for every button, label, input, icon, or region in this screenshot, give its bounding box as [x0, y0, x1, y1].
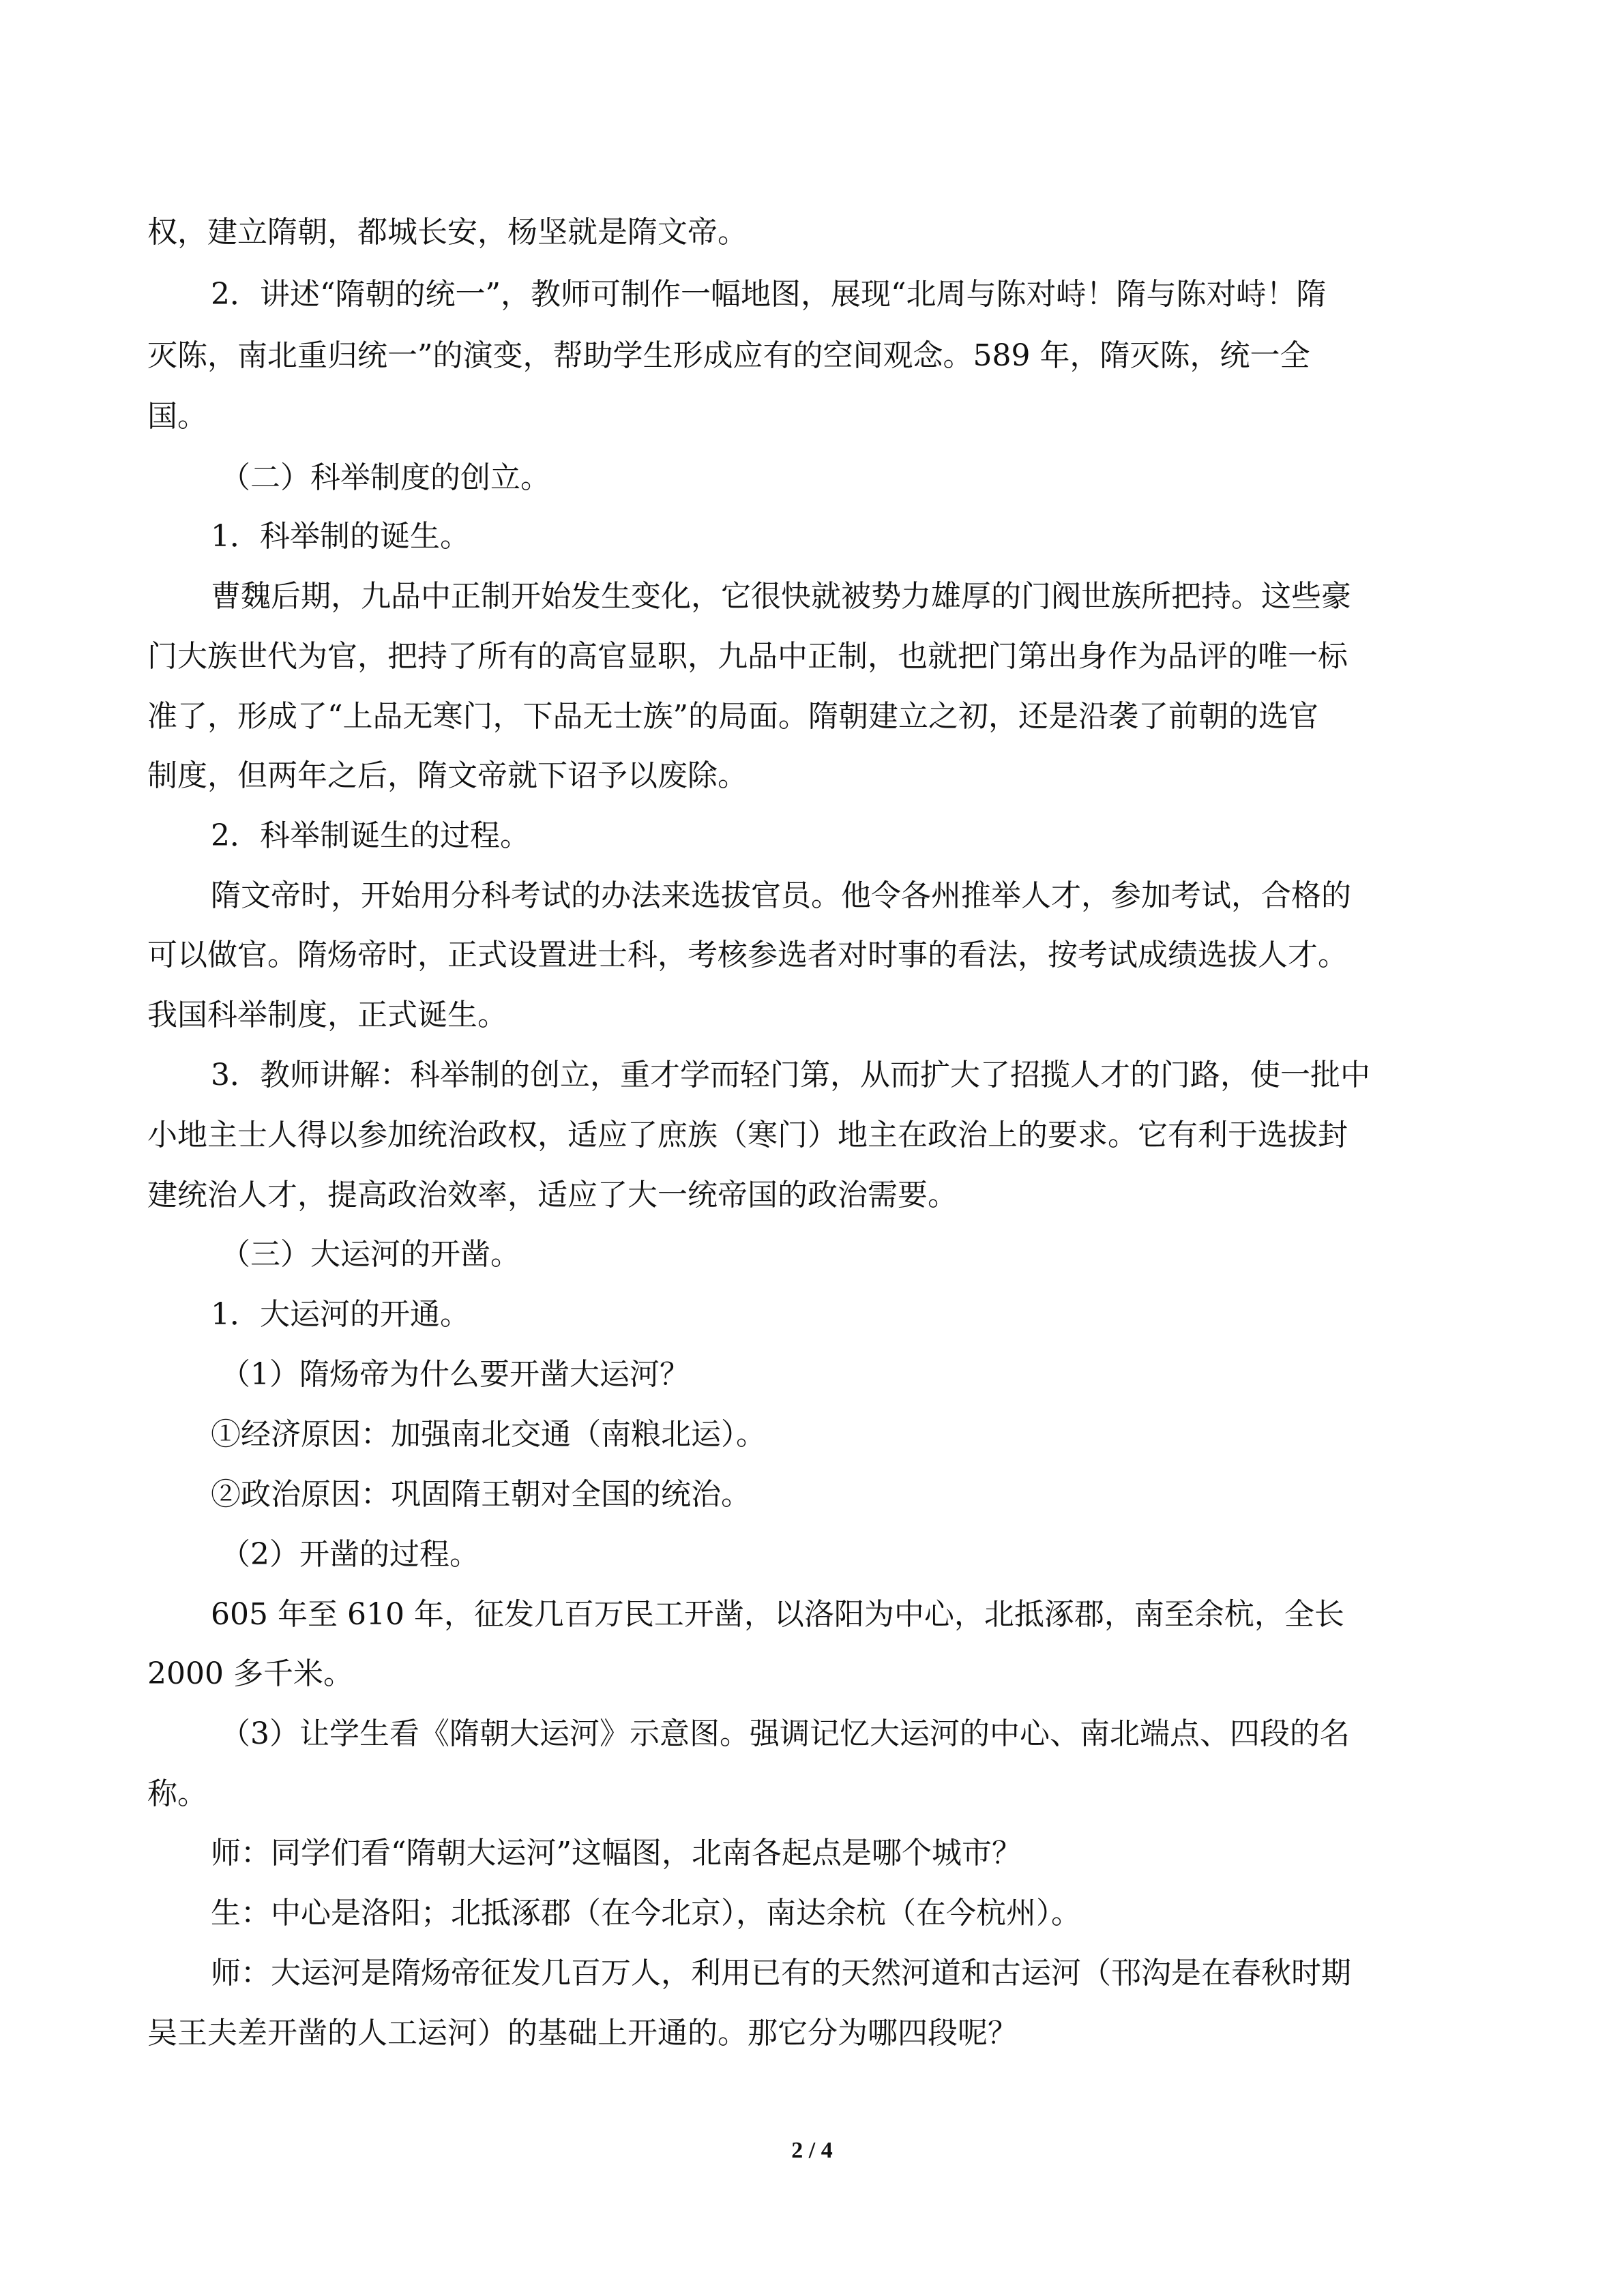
dialogue-line: 生：中心是洛阳；北抵涿郡（在今北京），南达余杭（在今杭州）。	[211, 1896, 1081, 1930]
text-line: 605 年至 610 年，征发几百万民工开凿，以洛阳为中心，北抵涿郡，南至余杭，全长	[211, 1597, 1344, 1632]
text-line: 曹魏后期，九品中正制开始发生变化，它很快就被势力雄厚的门阀世族所把持。这些豪	[211, 579, 1351, 614]
text-line: 3．教师讲解：科举制的创立，重才学而轻门第，从而扩大了招揽人才的门路，使一批中	[211, 1058, 1370, 1092]
text-line: 建统治人才，提高政治效率，适应了大一统帝国的政治需要。	[147, 1178, 958, 1212]
text-line: 2000 多千米。	[147, 1656, 353, 1691]
dialogue-line: 师：大运河是隋炀帝征发几百万人，利用已有的天然河道和古运河（邗沟是在春秋时期	[211, 1956, 1351, 1991]
subsection-heading: 1．大运河的开通。	[211, 1297, 470, 1332]
section-heading: （三）大运河的开凿。	[220, 1237, 520, 1272]
dialogue-line: 师：同学们看“隋朝大运河”这幅图，北南各起点是哪个城市？	[211, 1836, 1022, 1870]
text-line: 称。	[147, 1776, 207, 1811]
list-item: （1）隋炀帝为什么要开凿大运河？	[220, 1357, 690, 1392]
list-item: ②政治原因：巩固隋王朝对全国的统治。	[211, 1477, 751, 1512]
text-line: 我国科举制度，正式诞生。	[147, 998, 507, 1032]
text-line: 小地主士人得以参加统治政权，适应了庶族（寒门）地主在政治上的要求。它有利于选拔封	[147, 1118, 1348, 1152]
subsection-heading: 1．科举制的诞生。	[211, 519, 470, 554]
text-line: 制度，但两年之后，隋文帝就下诏予以废除。	[147, 758, 748, 793]
text-line: 权，建立隋朝，都城长安，杨坚就是隋文帝。	[147, 215, 748, 250]
text-line: 可以做官。隋炀帝时，正式设置进士科，考核参选者对时事的看法，按考试成绩选拔人才。	[147, 938, 1348, 972]
subsection-heading: 2．科举制诞生的过程。	[211, 818, 530, 853]
text-line: 吴王夫差开凿的人工运河）的基础上开通的。那它分为哪四段呢？	[147, 2016, 1018, 2051]
list-item: ①经济原因：加强南北交通（南粮北运）。	[211, 1417, 766, 1452]
text-line: 准了，形成了“上品无寒门，下品无士族”的局面。隋朝建立之初，还是沿袭了前朝的选官	[147, 699, 1318, 734]
text-line: 国。	[147, 399, 207, 434]
text-line: 门大族世代为官，把持了所有的高官显职，九品中正制，也就把门第出身作为品评的唯一标	[147, 639, 1348, 674]
text-line: 隋文帝时，开始用分科考试的办法来选拔官员。他令各州推举人才，参加考试，合格的	[211, 878, 1351, 913]
section-heading: （二）科举制度的创立。	[220, 460, 550, 495]
text-line: 2．讲述“隋朝的统一”，教师可制作一幅地图，展现“北周与陈对峙！隋与陈对峙！隋	[211, 277, 1327, 312]
page-number: 2 / 4	[791, 2138, 833, 2163]
list-item: （3）让学生看《隋朝大运河》示意图。强调记忆大运河的中心、南北端点、四段的名	[220, 1716, 1350, 1751]
list-item: （2）开凿的过程。	[220, 1537, 479, 1572]
text-line: 灭陈，南北重归统一”的演变，帮助学生形成应有的空间观念。589 年，隋灭陈，统一全	[147, 338, 1310, 373]
